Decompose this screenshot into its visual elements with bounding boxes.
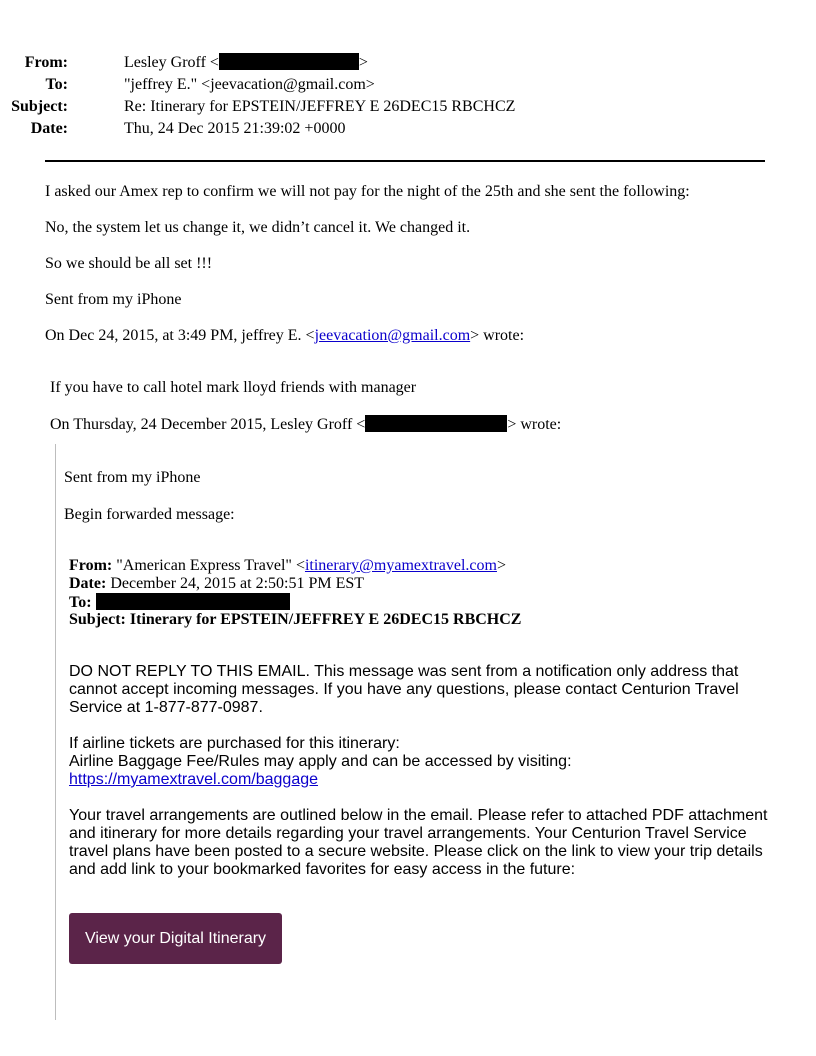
quote-attribution [50,415,561,434]
airline-line-2: Airline Baggage Fee/Rules may apply and can be accessed by visiting: [69,753,572,770]
do-not-reply-notice [69,663,769,717]
fwd-from-label: From: [69,557,113,574]
header-from-row [0,52,760,74]
fwd-from-prefix: "American Express Travel" < [112,557,305,574]
view-digital-itinerary-button[interactable] [69,913,282,964]
quote-attribution-prefix: On Thursday, 24 December 2015, Lesley Groff < [50,416,366,433]
reply-attribution [45,327,524,345]
redaction-bar [96,593,290,610]
header-to-label: To: [45,76,68,93]
airline-baggage-block [69,735,769,789]
view-digital-itinerary-label: View your Digital Itinerary [84,929,267,947]
arrangements-text: Your travel arrangements are outlined below in the email. Please refer to attached PDF attachment and itinerary for more details regarding your travel arrangements. Your Centurion Travel Service travel plans have been posted to a secure website. Please click on the link to view your trip details and add link to your bookmarked favorites for easy access in the future: [69,807,768,878]
header-from-suffix: > [358,54,368,71]
fwd-subject-row [69,611,521,629]
header-subject-value: Re: Itinerary for EPSTEIN/JEFFREY E 26DEC15 RBCHCZ [124,98,516,115]
fwd-date-row [69,575,364,593]
quote-bar [55,444,56,1020]
fwd-from-suffix: > [496,557,506,574]
reply-email-link[interactable]: jeevacation@gmail.com [314,327,471,344]
body-line-system: No, the system let us change it, we didn’t cancel it. We changed it. [45,219,471,236]
do-not-reply-text: DO NOT REPLY TO THIS EMAIL. This message was sent from a notification only address that cannot accept incoming messages. If you have any questions, please contact Centurion Travel Service at 1-877-877-0987. [69,663,739,716]
fwd-date-value: December 24, 2015 at 2:50:51 PM EST [106,575,365,592]
body-line-sent-from: Sent from my iPhone [45,291,182,308]
redaction-bar [219,53,359,70]
quoted-sent-from: Sent from my iPhone [64,469,201,486]
header-divider [45,160,765,162]
header-subject-label: Subject: [11,98,68,115]
arrangements-block [69,807,769,879]
airline-line-1: If airline tickets are purchased for this itinerary: [69,735,400,752]
quote-attribution-suffix: > wrote: [507,416,562,433]
redaction-bar [365,415,507,432]
reply-attribution-suffix: > wrote: [470,327,525,344]
header-from-value [124,52,368,74]
header-date-row [0,118,760,140]
fwd-subject-label: Subject: [69,611,126,628]
quote-hotel-line: If you have to call hotel mark lloyd friends with manager [50,379,417,396]
begin-forwarded: Begin forwarded message: [64,506,235,523]
fwd-to-row [69,593,290,612]
fwd-date-label: Date: [69,575,107,592]
fwd-to-label: To: [69,594,92,611]
fwd-from-row [69,557,506,575]
fwd-from-email-link[interactable]: itinerary@myamextravel.com [304,557,497,574]
header-subject-row [0,96,760,118]
header-date-label: Date: [30,120,68,137]
baggage-link[interactable]: https://myamextravel.com/baggage [69,771,319,788]
header-from-label: From: [24,54,68,71]
body-line-all-set: So we should be all set !!! [45,255,213,272]
body-line-amex-rep: I asked our Amex rep to confirm we will not pay for the night of the 25th and she sent the following: [45,183,690,200]
header-from-name: Lesley Groff < [124,54,219,71]
reply-attribution-prefix: On Dec 24, 2015, at 3:49 PM, jeffrey E. < [45,327,315,344]
fwd-subject-value: Itinerary for EPSTEIN/JEFFREY E 26DEC15 RBCHCZ [125,611,522,628]
header-date-value: Thu, 24 Dec 2015 21:39:02 +0000 [124,120,346,137]
header-to-row [0,74,760,96]
header-to-value: "jeffrey E." <jeevacation@gmail.com> [124,76,375,93]
